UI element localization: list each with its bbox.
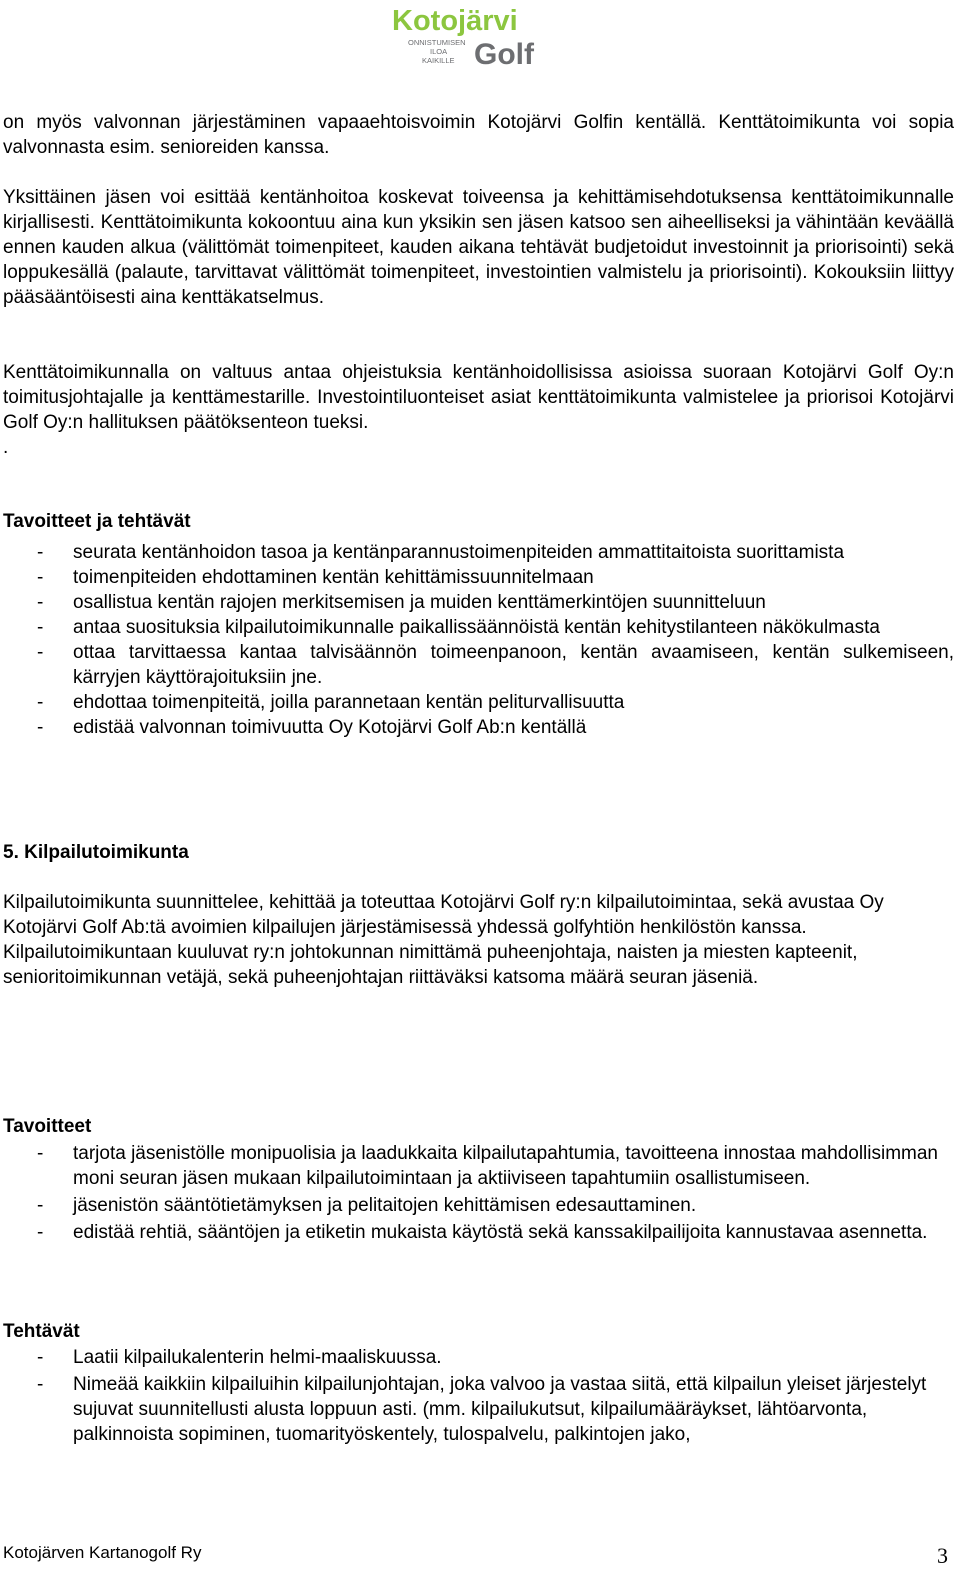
logo-brand-top: Kotojärvi	[392, 5, 518, 37]
list-item	[3, 715, 954, 740]
subheading-goals: Tavoitteet	[3, 1116, 92, 1137]
list-item-text: antaa suosituksia kilpailutoimikunnalle paikallissäännöistä kentän kehitystilanteen näkökulmasta	[73, 617, 880, 638]
list-item-text: osallistua kentän rajojen merkitsemisen ja muiden kenttämerkintöjen suunnitteluun	[73, 592, 766, 613]
logo-tagline-line2: ILOA	[430, 47, 448, 56]
page-number: 3	[937, 1543, 948, 1568]
bullet-dash: -	[37, 592, 44, 613]
paragraph-member-suggestions: Yksittäinen jäsen voi esittää kentänhoitoa koskevat toiveensa ja kehittämisehdotuksensa kenttätoimikunnalle kirjallisesti. Kenttätoimikunta kokoontuu aina kun yksikin sen jäsen katsoo sen aiheelliseksi ja vähintään keväällä ennen kauden alkua (välittömät toimenpiteet, kauden aikana tehtävät budjetoidut investoinnit ja priorisointi) sekä loppukesällä (palaute, tarvittavat välittömät toimenpiteet, investointien valmistelu ja priorisointi). Kokouksiin liittyy pääsääntöisesti aina kenttäkatselmus.	[3, 187, 954, 308]
list-item	[3, 1220, 954, 1245]
bullet-dash: -	[37, 717, 44, 738]
list-item-text: Nimeää kaikkiin kilpailuihin kilpailunjohtajan, joka valvoo ja vastaa siitä, että kilpailun yleiset järjestelyt sujuvat suunnitellusti alusta loppuun asti. (mm. kilpailukutsut, kilpailumääräykset, lähtöarvonta, palkinnoista sopiminen, tuomarityöskentely, tulospalvelu, palkintojen jako,	[73, 1374, 927, 1445]
section-heading-goals-and-tasks: Tavoitteet ja tehtävät	[3, 511, 191, 532]
logo-tagline-line1: ONNISTUMISEN	[408, 38, 466, 47]
section-heading-competition-committee: 5. Kilpailutoimikunta	[3, 842, 189, 863]
list-item-text: ehdottaa toimenpiteitä, joilla parannetaan kentän peliturvallisuutta	[73, 692, 625, 713]
list-item	[3, 1193, 954, 1218]
list-item-text: tarjota jäsenistölle monipuolisia ja laadukkaita kilpailutapahtumia, tavoitteena innostaa mahdollisimman moni seuran jäsen mukaan kilpailutoimintaan ja aktiiviseen tapahtumiin osallistumiseen.	[73, 1143, 938, 1189]
list-item	[3, 1372, 954, 1447]
list-item	[3, 640, 954, 690]
list-item	[3, 590, 954, 615]
list-item	[3, 1345, 954, 1370]
bullet-dash: -	[37, 642, 44, 663]
paragraph-competition-intro: Kilpailutoimikunta suunnittelee, kehittää ja toteuttaa Kotojärvi Golf ry:n kilpailutoimintaa, sekä avustaa Oy Kotojärvi Golf Ab:tä avoimien kilpailujen järjestämisessä yhdessä golfyhtiön henkilöstön kanssa. Kilpailutoimikuntaan kuuluvat ry:n johtokunnan nimittämä puheenjohtaja, naisten ja miesten kapteenit, senioritoimikunnan vetäjä, sekä puheenjohtajan riittäväksi katsoma määrä seuran jäseniä.	[3, 892, 884, 988]
list-item	[3, 540, 954, 565]
paragraph-supervision: on myös valvonnan järjestäminen vapaaehtoisvoimin Kotojärvi Golfin kentällä. Kenttätoimikunta voi sopia valvonnasta esim. senioreiden kanssa.	[3, 112, 954, 158]
footer-organization: Kotojärven Kartanogolf Ry	[3, 1543, 202, 1562]
bullet-dash: -	[37, 542, 44, 563]
bullet-dash: -	[37, 1347, 44, 1368]
bullet-dash: -	[37, 1374, 44, 1395]
logo-tagline-line3: KAIKILLE	[422, 56, 455, 65]
bullet-dash: -	[37, 617, 44, 638]
list-item-text: jäsenistön sääntötietämyksen ja pelitaitojen kehittämisen edesauttaminen.	[73, 1195, 697, 1216]
list-item	[3, 690, 954, 715]
list-item-text: Laatii kilpailukalenterin helmi-maaliskuussa.	[73, 1347, 442, 1368]
goals-and-tasks-list	[3, 540, 954, 740]
list-item-text: toimenpiteiden ehdottaminen kentän kehittämissuunnitelmaan	[73, 567, 594, 588]
list-item-text: seurata kentänhoidon tasoa ja kentänparannustoimenpiteiden ammattitaitoista suorittamista	[73, 542, 845, 563]
list-item	[3, 615, 954, 640]
bullet-dash: -	[37, 692, 44, 713]
competition-tasks-list	[3, 1345, 954, 1449]
list-item-text: ottaa tarvittaessa kantaa talvisäännön toimeenpanoon, kentän avaamiseen, kentän sulkemiseen, kärryjen käyttörajoituksiin jne.	[73, 642, 954, 688]
competition-goals-list	[3, 1141, 954, 1247]
list-item	[3, 565, 954, 590]
stray-dot: .	[3, 437, 9, 458]
bullet-dash: -	[37, 1143, 44, 1164]
kotojarvi-golf-logo	[390, 4, 550, 68]
list-item-text: edistää rehtiä, sääntöjen ja etiketin mukaista käytöstä sekä kanssakilpailijoita kannustavaa asennetta.	[73, 1222, 928, 1243]
subheading-tasks: Tehtävät	[3, 1321, 80, 1342]
bullet-dash: -	[37, 1222, 44, 1243]
list-item-text: edistää valvonnan toimivuutta Oy Kotojärvi Golf Ab:n kentällä	[73, 717, 587, 738]
bullet-dash: -	[37, 567, 44, 588]
bullet-dash: -	[37, 1195, 44, 1216]
logo-brand-bottom: Golf	[474, 38, 534, 68]
paragraph-authority: Kenttätoimikunnalla on valtuus antaa ohjeistuksia kentänhoidollisissa asioissa suoraan Kotojärvi Golf Oy:n toimitusjohtajalle ja kenttämestarille. Investointiluonteiset asiat kenttätoimikunta valmistelee ja priorisoi Kotojärvi Golf Oy:n hallituksen päätöksenteon tueksi.	[3, 362, 954, 433]
list-item	[3, 1141, 954, 1191]
